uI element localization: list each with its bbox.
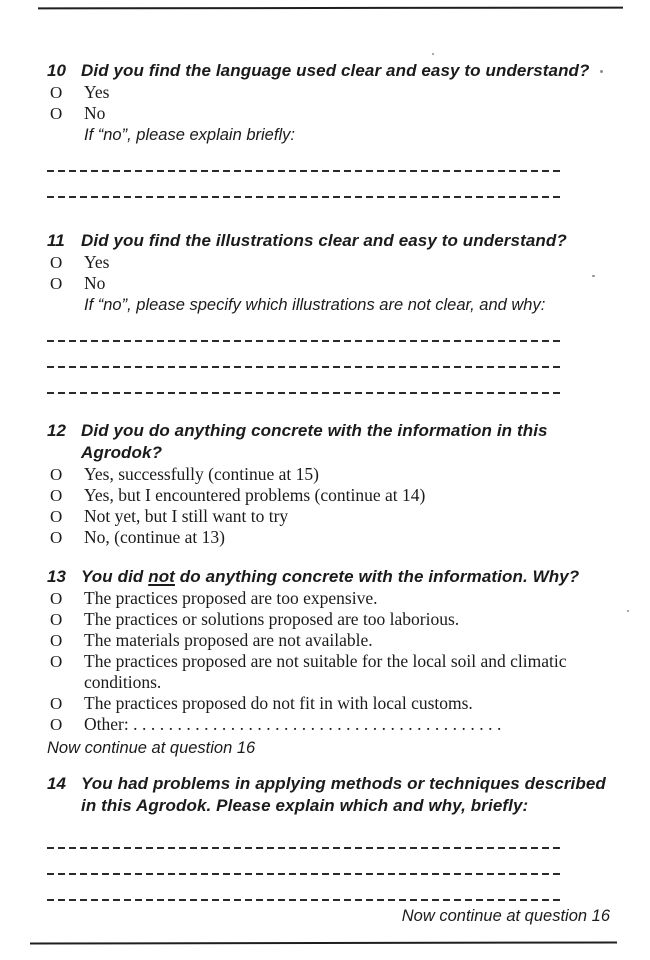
radio-marker: O <box>50 253 63 272</box>
option-label: The practices or solutions proposed are too laborious. <box>84 609 460 629</box>
answer-line <box>47 392 564 394</box>
dotted-answer-leader: .......................................... <box>133 714 506 734</box>
question-number: 11 <box>47 231 65 250</box>
question-14 <box>47 773 617 927</box>
radio-marker: O <box>50 652 63 671</box>
answer-line <box>47 340 564 342</box>
radio-marker: O <box>50 465 63 484</box>
answer-line <box>47 899 564 901</box>
question-10-heading <box>47 60 617 82</box>
answer-line <box>47 196 564 198</box>
underlined-word: not <box>148 567 175 586</box>
question-10 <box>47 60 617 198</box>
question-11-heading <box>47 230 617 252</box>
scan-border-top <box>38 7 623 10</box>
question-title: You did not do anything concrete with the information. Why? <box>81 567 580 586</box>
option-label: Not yet, but I still want to try <box>84 506 289 526</box>
radio-marker: O <box>50 507 63 526</box>
question-title: Did you find the illustrations clear and easy to understand? <box>81 231 567 250</box>
if-no-instruction: If “no”, please explain briefly: <box>84 126 295 144</box>
radio-marker: O <box>50 694 63 713</box>
option-label-other: Other: .......................................... <box>84 714 506 734</box>
radio-marker: O <box>50 528 63 547</box>
radio-marker: O <box>50 83 63 102</box>
option-label: The practices proposed are not suitable for the local soil and climatic conditions. <box>84 651 567 692</box>
question-title: Did you do anything concrete with the information in this Agrodok? <box>81 421 548 462</box>
answer-line <box>47 170 564 172</box>
option-row <box>47 630 617 651</box>
question-title: Did you find the language used clear and easy to understand? <box>81 61 590 80</box>
question-title: You had problems in applying methods or techniques described in this Agrodok. Please explain which and why, briefly: <box>81 774 606 815</box>
radio-marker: O <box>50 274 63 293</box>
scan-speck <box>432 53 434 55</box>
scan-speck <box>592 275 595 277</box>
if-no-instruction: If “no”, please specify which illustrations are not clear, and why: <box>84 296 546 314</box>
question-12 <box>47 420 617 548</box>
option-label: Yes, but I encountered problems (continue at 14) <box>84 485 426 505</box>
option-row <box>47 485 617 506</box>
option-label: The practices proposed are too expensive. <box>84 588 378 608</box>
option-label: Yes, successfully (continue at 15) <box>84 464 319 484</box>
question-12-heading <box>47 420 617 464</box>
option-row <box>47 273 617 294</box>
radio-marker: O <box>50 104 63 123</box>
radio-marker: O <box>50 715 63 734</box>
answer-line <box>47 873 564 875</box>
option-label: Yes <box>84 252 110 272</box>
radio-marker: O <box>50 610 63 629</box>
continue-note: Now continue at question 16 <box>401 907 610 925</box>
option-label: No <box>84 103 106 123</box>
option-row <box>47 506 617 527</box>
answer-line <box>47 366 564 368</box>
option-row <box>47 588 617 609</box>
radio-marker: O <box>50 486 63 505</box>
question-number: 10 <box>47 61 67 80</box>
question-13-heading <box>47 566 617 588</box>
option-label: Yes <box>84 82 110 102</box>
radio-marker: O <box>50 631 63 650</box>
option-row <box>47 527 617 548</box>
scan-speck <box>627 610 629 612</box>
option-row <box>47 464 617 485</box>
option-row <box>47 103 617 124</box>
question-number: 14 <box>47 774 67 793</box>
option-row <box>47 609 617 630</box>
question-number: 12 <box>47 421 67 440</box>
option-label: The practices proposed do not fit in with local customs. <box>84 693 473 713</box>
continue-note: Now continue at question 16 <box>47 739 256 757</box>
answer-line <box>47 847 564 849</box>
option-row <box>47 693 617 714</box>
scan-speck <box>600 70 603 73</box>
option-row <box>47 651 617 693</box>
option-label: No <box>84 273 106 293</box>
question-number: 13 <box>47 567 67 586</box>
option-row <box>47 252 617 273</box>
radio-marker: O <box>50 589 63 608</box>
option-label: The materials proposed are not available. <box>84 630 373 650</box>
option-label: No, (continue at 13) <box>84 527 225 547</box>
question-14-heading <box>47 773 617 817</box>
option-row <box>47 82 617 103</box>
question-11 <box>47 230 617 394</box>
question-13 <box>47 566 617 759</box>
scan-border-bottom <box>30 941 617 944</box>
option-row-other <box>47 714 617 735</box>
